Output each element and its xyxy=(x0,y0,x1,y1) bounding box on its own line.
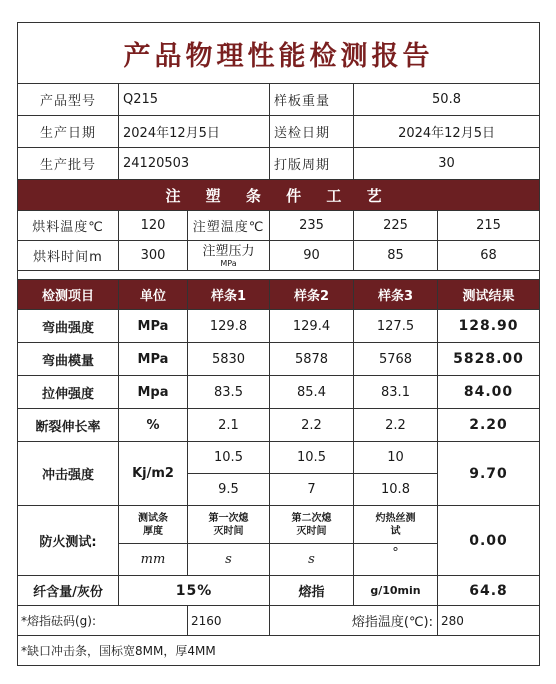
cycle-value: 30 xyxy=(354,148,540,180)
test-unit: Mpa xyxy=(119,376,188,409)
prod-date-value: 2024年12月5日 xyxy=(119,116,270,148)
test-unit: MPa xyxy=(119,343,188,376)
col-header-s2: 样条2 xyxy=(270,280,354,310)
model-label: 产品型号 xyxy=(18,84,119,116)
test-name: 弯曲模量 xyxy=(18,343,119,376)
test-s2: 129.4 xyxy=(270,310,354,343)
test-s1: 83.5 xyxy=(188,376,270,409)
melt-unit: g/10min xyxy=(354,576,438,606)
col-header-unit: 单位 xyxy=(119,280,188,310)
send-date-label: 送检日期 xyxy=(270,116,354,148)
table-row xyxy=(18,343,540,376)
test-s1: 2.1 xyxy=(188,409,270,442)
test-result: 2.20 xyxy=(438,409,540,442)
cycle-label: 打版周期 xyxy=(270,148,354,180)
fire-col-thickness: 测试条厚度 xyxy=(119,506,188,544)
melt-label: 熔指 xyxy=(270,576,354,606)
test-s3: 5768 xyxy=(354,343,438,376)
fire-col-second: 第二次熄灭时间 xyxy=(270,506,354,544)
test-name: 断裂伸长率 xyxy=(18,409,119,442)
weight-value: 50.8 xyxy=(354,84,540,116)
test-s3: 83.1 xyxy=(354,376,438,409)
melt-weight-label: *熔指砝码(g): xyxy=(18,606,188,636)
impact-s2: 10.5 xyxy=(270,442,354,474)
dry-temp-value: 120 xyxy=(119,211,188,241)
fire-result: 0.00 xyxy=(438,506,540,576)
inj-temp-value: 225 xyxy=(354,211,438,241)
fire-unit-deg: ° xyxy=(354,544,438,576)
batch-value: 24120503 xyxy=(119,148,270,180)
test-name: 弯曲强度 xyxy=(18,310,119,343)
fire-unit-s2: s xyxy=(270,544,354,576)
impact-s3: 10.8 xyxy=(354,474,438,506)
test-s3: 127.5 xyxy=(354,310,438,343)
report-title: 产品物理性能检测报告 xyxy=(18,23,540,84)
batch-label: 生产批号 xyxy=(18,148,119,180)
test-unit: % xyxy=(119,409,188,442)
melt-value: 64.8 xyxy=(438,576,540,606)
inj-press-label-cell xyxy=(188,241,270,271)
spacer-row xyxy=(18,271,540,280)
fire-col-glow: 灼热丝测试 xyxy=(354,506,438,544)
fire-unit-mm: mm xyxy=(119,544,188,576)
col-header-result: 测试结果 xyxy=(438,280,540,310)
inj-press-unit: MPa xyxy=(220,258,237,268)
test-name: 拉伸强度 xyxy=(18,376,119,409)
inj-press-value: 85 xyxy=(354,241,438,271)
inj-press-value: 68 xyxy=(438,241,540,271)
dry-temp-label: 烘料温度℃ xyxy=(18,211,119,241)
table-row xyxy=(18,409,540,442)
model-value: Q215 xyxy=(119,84,270,116)
test-unit: MPa xyxy=(119,310,188,343)
melt-temp-label: 熔指温度(℃): xyxy=(270,606,438,636)
table-row xyxy=(18,376,540,409)
test-s2: 5878 xyxy=(270,343,354,376)
test-result: 128.90 xyxy=(438,310,540,343)
dry-time-label: 烘料时间m xyxy=(18,241,119,271)
col-header-s3: 样条3 xyxy=(354,280,438,310)
inj-press-value: 90 xyxy=(270,241,354,271)
table-row xyxy=(18,310,540,343)
inj-press-label: 注塑压力 xyxy=(202,243,255,259)
impact-s1: 10.5 xyxy=(188,442,270,474)
col-header-s1: 样条1 xyxy=(188,280,270,310)
test-s3: 2.2 xyxy=(354,409,438,442)
test-result: 84.00 xyxy=(438,376,540,409)
send-date-value: 2024年12月5日 xyxy=(354,116,540,148)
footnote: *缺口冲击条，国标宽8MM，厚4MM xyxy=(18,636,540,666)
process-header: 注 塑 条 件 工 艺 xyxy=(18,180,540,211)
weight-label: 样板重量 xyxy=(270,84,354,116)
fire-col-first: 第一次熄灭时间 xyxy=(188,506,270,544)
test-result: 5828.00 xyxy=(438,343,540,376)
test-s2: 85.4 xyxy=(270,376,354,409)
impact-s2: 7 xyxy=(270,474,354,506)
report-table xyxy=(17,22,540,666)
impact-s3: 10 xyxy=(354,442,438,474)
impact-s1: 9.5 xyxy=(188,474,270,506)
test-s1: 129.8 xyxy=(188,310,270,343)
inj-temp-value: 235 xyxy=(270,211,354,241)
dry-time-value: 300 xyxy=(119,241,188,271)
fiber-label: 纤含量/灰份 xyxy=(18,576,119,606)
fiber-value: 15% xyxy=(119,576,270,606)
fire-name: 防火测试: xyxy=(18,506,119,576)
inj-temp-value: 215 xyxy=(438,211,540,241)
impact-name: 冲击强度 xyxy=(18,442,119,506)
inj-temp-label: 注塑温度℃ xyxy=(188,211,270,241)
melt-temp-value: 280 xyxy=(438,606,540,636)
prod-date-label: 生产日期 xyxy=(18,116,119,148)
test-s1: 5830 xyxy=(188,343,270,376)
impact-result: 9.70 xyxy=(438,442,540,506)
impact-unit: Kj/m2 xyxy=(119,442,188,506)
col-header-item: 检测项目 xyxy=(18,280,119,310)
fire-unit-s1: s xyxy=(188,544,270,576)
melt-weight-value: 2160 xyxy=(188,606,270,636)
test-s2: 2.2 xyxy=(270,409,354,442)
